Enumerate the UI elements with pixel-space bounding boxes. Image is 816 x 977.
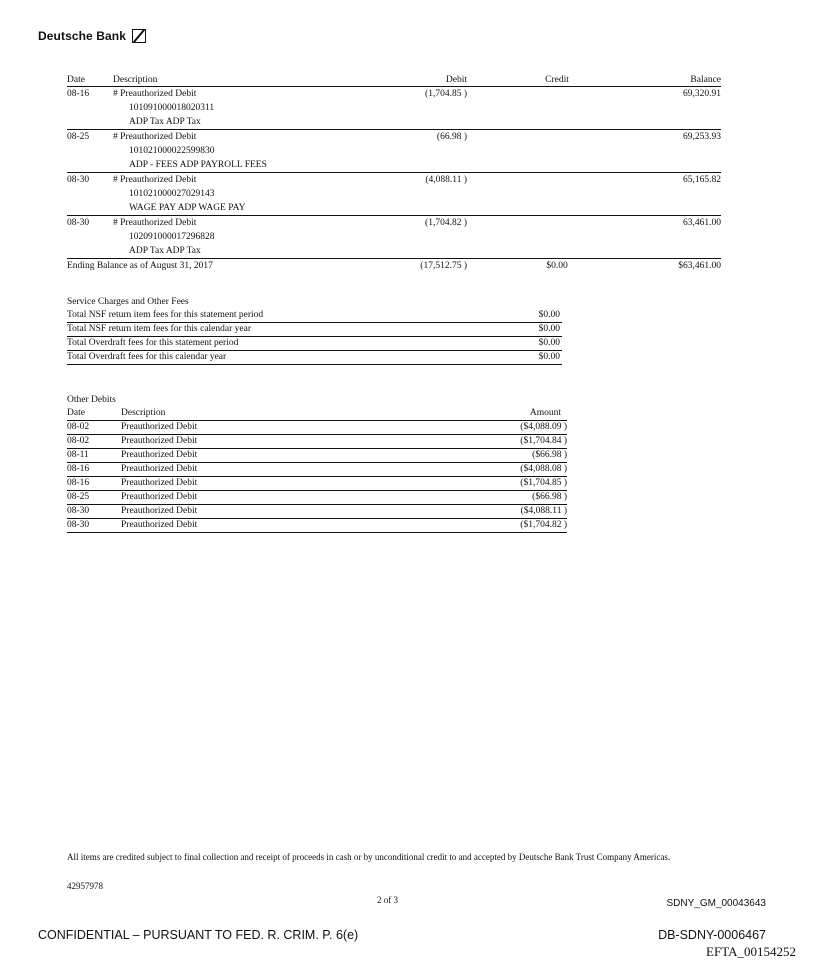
debit-date: 08-30 (67, 520, 90, 530)
page-number: 2 of 3 (377, 895, 398, 905)
table-row (67, 463, 567, 477)
table-row (67, 421, 567, 435)
fee-row (67, 337, 562, 351)
table-row (67, 173, 721, 216)
debit-date: 08-02 (67, 436, 90, 446)
debit-description: Preauthorized Debit (121, 464, 198, 474)
debit-amount: ($4,088.09 ) (520, 422, 567, 432)
bank-name: Deutsche Bank (38, 29, 126, 43)
debit-description: Preauthorized Debit (121, 520, 198, 530)
col-date: Date (67, 75, 85, 85)
tx-ref: 101091000018020311 (129, 103, 215, 113)
fee-label: Total NSF return item fees for this calendar year (67, 324, 251, 334)
bates-number-db: DB-SDNY-0006467 (658, 928, 766, 942)
transactions-table (67, 73, 721, 273)
bank-logo (38, 29, 146, 43)
tx-date: 08-25 (67, 132, 90, 142)
debit-amount: ($4,088.08 ) (520, 464, 567, 474)
debit-date: 08-25 (67, 492, 90, 502)
collection-disclaimer: All items are credited subject to final collection and receipt of proceeds in cash or by unconditional credit to and accepted by Deutsche Bank Trust Company Americas. (67, 852, 671, 862)
tx-memo: WAGE PAY ADP WAGE PAY (129, 203, 246, 213)
tx-description: # Preauthorized Debit (113, 132, 197, 142)
fee-row (67, 351, 562, 365)
account-reference: 42957978 (67, 881, 103, 891)
debit-amount: ($4,088.11 ) (520, 506, 567, 516)
tx-debit: (1,704.82 ) (425, 218, 467, 228)
debit-amount: ($66.98 ) (532, 450, 567, 460)
tx-description: # Preauthorized Debit (113, 175, 197, 185)
confidential-notice: CONFIDENTIAL – PURSUANT TO FED. R. CRIM. P. 6(e) (38, 928, 359, 942)
debit-description: Preauthorized Debit (121, 478, 198, 488)
fee-amount: $0.00 (538, 310, 560, 320)
tx-debit: (66.98 ) (436, 132, 467, 142)
tx-balance: 69,253.93 (683, 132, 721, 142)
tx-memo: ADP Tax ADP Tax (129, 117, 201, 127)
fee-amount: $0.00 (538, 324, 560, 334)
table-row (67, 491, 567, 505)
service-charges-title: Service Charges and Other Fees (67, 297, 189, 307)
tx-debit: (4,088.11 ) (425, 175, 467, 185)
ending-debit-total: (17,512.75 ) (420, 261, 467, 271)
tx-debit: (1,704.85 ) (425, 89, 467, 99)
col-description: Description (121, 408, 166, 418)
ending-credit-total: $0.00 (546, 261, 568, 271)
tx-balance: 69,320.91 (683, 89, 721, 99)
table-row (67, 519, 567, 533)
debit-amount: ($1,704.85 ) (520, 478, 567, 488)
tx-date: 08-16 (67, 89, 90, 99)
table-row (67, 505, 567, 519)
debit-description: Preauthorized Debit (121, 450, 198, 460)
tx-memo: ADP - FEES ADP PAYROLL FEES (129, 160, 267, 170)
efta-number: EFTA_00154252 (706, 944, 796, 959)
tx-ref: 101021000022599830 (129, 146, 215, 156)
tx-description: # Preauthorized Debit (113, 89, 197, 99)
tx-date: 08-30 (67, 175, 90, 185)
debit-date: 08-02 (67, 422, 90, 432)
fee-amount: $0.00 (538, 338, 560, 348)
col-amount: Amount (529, 408, 561, 418)
debit-description: Preauthorized Debit (121, 506, 198, 516)
table-row (67, 449, 567, 463)
col-description: Description (113, 75, 158, 85)
tx-date: 08-30 (67, 218, 90, 228)
ending-balance-row (67, 259, 721, 273)
table-row (67, 87, 721, 130)
tx-description: # Preauthorized Debit (113, 218, 197, 228)
debit-description: Preauthorized Debit (121, 422, 198, 432)
other-debits-title: Other Debits (67, 395, 116, 405)
ending-balance-label: Ending Balance as of August 31, 2017 (67, 261, 213, 271)
debit-amount: ($1,704.82 ) (520, 520, 567, 530)
deutsche-bank-slash-icon (132, 29, 146, 43)
fee-label: Total Overdraft fees for this statement period (67, 338, 239, 348)
table-row (67, 130, 721, 173)
debit-amount: ($1,704.84 ) (520, 436, 567, 446)
table-row (67, 435, 567, 449)
debit-amount: ($66.98 ) (532, 492, 567, 502)
fee-label: Total Overdraft fees for this calendar year (67, 352, 227, 362)
ending-balance: $63,461.00 (678, 261, 721, 271)
col-credit: Credit (545, 75, 569, 85)
debit-date: 08-16 (67, 478, 90, 488)
debit-date: 08-11 (67, 450, 89, 460)
bates-number-gm: SDNY_GM_00043643 (666, 898, 766, 909)
transactions-header (67, 73, 721, 87)
tx-memo: ADP Tax ADP Tax (129, 246, 201, 256)
service-charges-section (67, 295, 562, 365)
fee-label: Total NSF return item fees for this statement period (67, 310, 264, 320)
tx-ref: 101021000027029143 (129, 189, 215, 199)
debit-date: 08-30 (67, 506, 90, 516)
debit-date: 08-16 (67, 464, 90, 474)
fee-row (67, 309, 562, 323)
col-balance: Balance (690, 75, 721, 85)
tx-balance: 65,165.82 (683, 175, 721, 185)
debit-description: Preauthorized Debit (121, 436, 198, 446)
other-debits-section (67, 393, 567, 533)
other-debits-header (67, 407, 567, 421)
table-row (67, 477, 567, 491)
debit-description: Preauthorized Debit (121, 492, 198, 502)
fee-row (67, 323, 562, 337)
table-row (67, 216, 721, 259)
col-date: Date (67, 408, 85, 418)
tx-ref: 102091000017296828 (129, 232, 215, 242)
tx-balance: 63,461.00 (683, 218, 721, 228)
fee-amount: $0.00 (538, 352, 560, 362)
col-debit: Debit (445, 75, 467, 85)
